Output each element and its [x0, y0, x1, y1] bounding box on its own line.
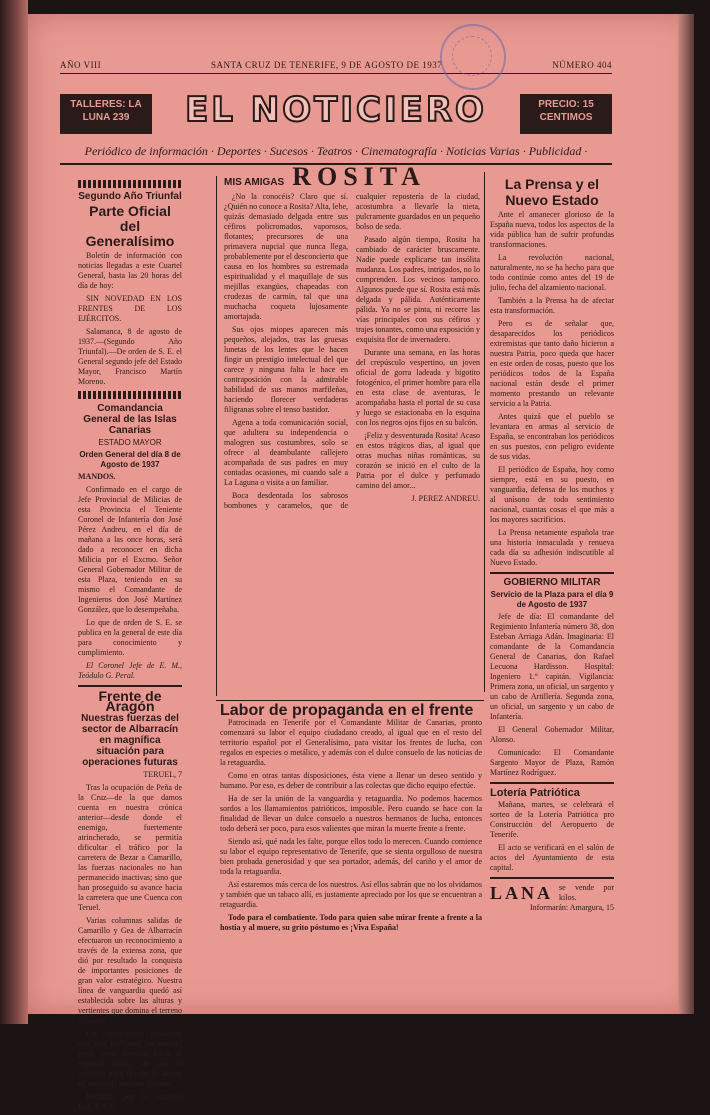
masthead — [58, 90, 614, 142]
divider — [490, 572, 614, 574]
paragraph: Ha de ser la unión de la vanguardia y retaguardia. No podemos hacernos sordos a los llamamientos patrióticos, imposible. Pero cuando se hace con la finalidad de llevar un dulce consuelo a nuestros hermanos de lucha, entonces todo deberá ser poco, para esos valientes que miran la muerte frente a frente. — [220, 794, 482, 833]
paragraph: Patrocinada en Tenerife por el Comandante Militar de Canarias, pronto comenzará su labor el equipo ciudadano creado, al igual que en el resto del territorio español por el Generalísimo, para visitar los frentes de lucha, con regalos en especies o metálico, y además con el dulce consuelo de las noticias de la retaguardia. — [220, 718, 482, 767]
divider — [490, 782, 614, 784]
signature: El Coronel Jefe de E. M., Teódulo G. Peral. — [78, 661, 182, 680]
paragraph: Durante una semana, en las horas del crepúsculo vespertino, un joven oficial de gorra ladeada y bigotito fotogénico, el primer hombre para ella en esta clase de aventuras, le acompañaba hasta el portal de su casa y luego se estacionaba en la esquina con los negros ojos fijos en su balcón. — [356, 348, 480, 427]
headline: Parte Oficial del Generalísimo — [85, 203, 175, 249]
headline: ROSITA — [292, 162, 426, 191]
ornament — [78, 180, 182, 188]
issue-number: NÚMERO 404 — [552, 60, 612, 70]
paragraph: Boca desdentada los sabrosos bombones y caramelos, que de cualquier repostería de la ciudad, acostumbra a llevarle la nieta, pulcramente guardados en un pequeño bolso de seda. — [224, 192, 480, 510]
paragraph: El periódico de España, hoy como siempre, está en su puesto, en vanguardia, defensa de los muchos y al unísono de todo sentimiento nacional, cuantas cosas el que más a los mayores sacrificios. — [490, 465, 614, 524]
workshop-box: TALLERES: LA LUNA 239 — [60, 94, 152, 134]
paragraph: MANDOS. — [78, 472, 116, 481]
section-title: Comandancia General de las Islas Canarias — [83, 403, 177, 436]
column-rule — [484, 172, 485, 692]
dateline: TERUEL, 7 — [143, 770, 182, 779]
paragraph: Mañana, martes, se celebrará el sorteo de la Lotería Patriótica pro Construcción del Aeropuerto de Tenerife. — [490, 800, 614, 839]
ornament — [78, 391, 182, 399]
paragraph: Ante el amanecer glorioso de la España nueva, todos los aspectos de la vida pública han de sufrir profundas transformaciones. — [490, 210, 614, 249]
paragraph: Agena a toda comunicación social, que adultera su independencia o malogren sus costumbres, solo se ofrece al deambulante callejero acompañada de sus padres en muy contadas ocasiones, mi cuando sale a La Laguna o visita a un familiar. — [224, 418, 348, 487]
paragraph: El General Gobernador Militar, Alonso. — [490, 725, 614, 744]
paragraph: Salamanca, 8 de agosto de 1937.—(Segundo Año Triunfal).—De orden de S. E. el General segundo jefe del Estado Mayor, Francisco Martín Moreno. — [78, 327, 182, 386]
binding-spine — [0, 0, 28, 1024]
header-bar — [60, 60, 612, 74]
ad-text: se vende por kilos. — [559, 883, 614, 902]
section-subtitle: ESTADO MAYOR — [98, 438, 162, 447]
place-date: SANTA CRUZ DE TENERIFE, 9 DE AGOSTO DE 1937 — [211, 60, 443, 70]
credit: Recibido por la estación E.A.-S.A.S. — [78, 1092, 182, 1111]
page-edge — [678, 14, 694, 1014]
left-column — [78, 176, 182, 1115]
price-box: PRECIO: 15 CENTIMOS — [520, 94, 612, 134]
middle-column — [224, 162, 480, 511]
paragraph: ¡Feliz y desventurada Rosita! Acaso en estos trágicos días, al igual que otras muchas niñas románticas, su corazón se inició en el culto de la Patria por el dulce y perfumado camino del amor... — [356, 431, 480, 490]
headline: La Prensa y el Nuevo Estado — [504, 176, 600, 208]
section-subtitle: Orden General del día 8 de Agosto de 1937 — [79, 450, 181, 469]
paragraph: Antes quizá que el pueblo se levantara en armas al servicio de España, se encontraban los periódicos en sus puestos, con peligro evidente de sus vidas. — [490, 412, 614, 461]
ad-title: LANA — [490, 883, 554, 903]
right-column — [490, 174, 614, 916]
paragraph: La revolución nacional, naturalmente, no se ha hecho para que todo continúe como antes del 19 de julio, fecha del alzamiento nacional. — [490, 253, 614, 292]
tagline: Periódico de información · Deportes · Sucesos · Teatros · Cinematografía · Noticias Varias · Publicidad · — [60, 144, 612, 165]
paragraph: Tras la ocupación de Peña de la Cruz—de la que damos cuenta en nuestra crónica anterior—desde donde el enemigo, fuertemente atrincherado, se permitía dificultar el tráfico por la carretera de Bezar a Camarillo, las fuerzas nacionales no han permanecido inactivas; sino que han proseguido su avance hacia la carretera que une Cuenca con Teruel. — [78, 783, 182, 912]
paragraph: Jefe de día: El comandante del Regimiento Infantería número 38, don Esteban Arriaga Adán. Imaginaria: El comandante de la Comandancia General de Canarias, don Rafael Lecuona Hardisson. Hospital: Ingeniero 1.° capitán. Vigilancia: Primera zona, un oficial, un sargento y un cabo de Artillería. Segunda zona, un oficial, un sargento y un cabo de Infantería. — [490, 612, 614, 721]
divider — [490, 877, 614, 879]
paragraph: ¿No la conocéis? Claro que sí. ¿Quién no conoce a Rosita? Alta, lebe, quizás demasiado delgada entre sus céfiros policromados, vaporosos, flotantes; precursores de una primavera nupcial que nunca llega, probablemente por el desconcierto que causa en los hombres su estremada espiritualidad y el maquillaje de sus mejillas exangües, chapeadas con crudezas de carmín, tal que una muchacha coqueta lujosamente amortajada. — [224, 192, 348, 321]
year: AÑO VIII — [60, 60, 102, 70]
ornament — [78, 685, 182, 687]
headline: Labor de propaganda en el frente — [220, 702, 474, 719]
kicker: Segundo Año Triunfal — [78, 191, 182, 202]
paragraph: Varias columnas salidas de Camarillo y Gea de Albarracín efectuaron un reconocimiento a través de la extensa zona, que dió por resultado la conquista de importantes posiciones de gran valor estratégico. Nuestra línea de vanguardia quedó así establecida sobre las alturas y vertientes que domina el terreno enemigo. — [78, 916, 182, 1025]
kicker: MIS AMIGAS — [224, 177, 285, 188]
section-title: Frente de Aragón — [98, 688, 162, 714]
paragraph: Todo para el combatiente. Todo para quien sabe mirar frente a frente a la hostia y al muere, su grito póstumo es ¡Viva España! — [220, 913, 482, 932]
section-title: GOBIERNO MILITAR — [503, 577, 601, 588]
section-subtitle: Servicio de la Plaza para el día 9 de Agosto de 1937 — [490, 590, 614, 609]
paragraph: La Prensa netamente española trae una historia inmaculada y renueva cada día su adhesión indiscutible al Nuevo Estado. — [490, 528, 614, 567]
paragraph: Sus ojos miopes aparecen más pequeños, alejados, tras las gruesas lunetas de los lentes que le hacen fingir un prestigio intelectual del que carece y ninguna falta le hace en contraposición con la admirable habilidad de sus manos marfileñas, haciendo florecer verdaderas filigranas sobre el tenso bastidor. — [224, 325, 348, 414]
signature: J. PEREZ ANDREU. — [411, 494, 480, 503]
newspaper-title: EL NOTICIERO — [185, 90, 487, 130]
paragraph: Confirmado en el cargo de Jefe Provincial de Milicias de esta Provincia el Teniente Coronel de Infantería don José Pérez Andreu, en el día de mañana a las once horas, será dado a reconocer en dicha Milicia por el Excmo. Señor General Gobernador Militar de esta Plaza, teniendo en su mismo el Comandante de Ingenieros don José Martínez González, que lo desempeñaba. — [78, 485, 182, 614]
paragraph: Las operaciones prosiguen con gran brillantez por nuestra parte, pues avanzan hacia el objetivo fijado, sin que la aviación haya dejado de actuar en apoyo de nuestras fuerzas. — [78, 1029, 182, 1088]
paragraph: También a la Prensa ha de afectar esta transformación. — [490, 296, 614, 315]
paragraph: Pero es de señalar que, desaparecidos los periódicos extremistas que tanto daño hicieron a nuestra Patria, poco queda que hacer en este orden de cosas, puesto que los periódicos todos de la España nacional están desde el primer momento prestando un relevante servicio a la Patria. — [490, 319, 614, 408]
library-stamp — [440, 24, 506, 90]
paragraph: Lo que de orden de S. E. se publica en la general de este día para conocimiento y cumplimiento. — [78, 618, 182, 657]
bottom-article — [220, 704, 482, 936]
section-title: Lotería Patriótica — [490, 787, 580, 799]
paragraph: SIN NOVEDAD EN LOS FRENTES DE LOS EJÉRCITOS. — [78, 294, 182, 323]
ad-contact: Informarán: Amargura, 15 — [529, 903, 614, 912]
paragraph: Comunicado: El Comandante Sargento Mayor de Plaza, Ramón Martínez Rodríguez. — [490, 748, 614, 777]
paragraph: Así estaremos más cerca de los nuestros. Así ellos sabrán que no los olvidamos y también que un tabaco allí, es justamente apreciado por los que se encuentran a retaguardia. — [220, 880, 482, 909]
column-rule — [216, 176, 217, 696]
paragraph: Pasado algún tiempo, Rosita ha cambiado de carácter bruscamente. Nadie puede explicarse tan insólita mudanza. Los padres, intrigados, no lo comprenden. Los vecinos tampoco. Algunos puede que sí. Rosita está más delgada y pálida. Auténticamente pálida. Ya no se pinta, ni recorre las vías principales con sus céfiros y trajes tonantes, como una exposición y exquisita flor de invernadero. — [356, 235, 480, 344]
paragraph: Siendo así, qué nada les falte, porque ellos todo lo merecen. Cuando comience su labor el equipo representativo de Tenerife, que se sienta orgulloso de nuestra bien probada generosidad y que sea portador, además, del cariño y el amor de toda la retaguardia. — [220, 837, 482, 876]
paragraph: Como en otras tantas disposiciones, ésta viene a llenar un deseo sentido y humano. Por eso, es deber de contribuir a las colectas que dicho equipo efectúe. — [220, 771, 482, 790]
paragraph: Boletín de información con noticias llegadas a este Cuartel General, hasta las 20 horas del día de hoy: — [78, 251, 182, 290]
section-subtitle: Nuestras fuerzas del sector de Albarracín en magnífica situación para operaciones futuras — [81, 713, 179, 768]
paragraph: El acto se verificará en el salón de actos del Ayuntamiento de esta capital. — [490, 843, 614, 872]
section-rule — [216, 700, 484, 701]
